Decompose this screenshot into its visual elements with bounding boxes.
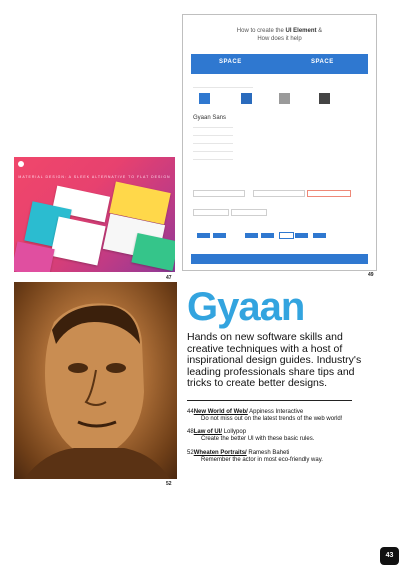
- toc-page: 48: [187, 429, 194, 435]
- swatch-blue: [199, 93, 210, 104]
- poster-title: MATERIAL DESIGN: A SLEEK ALTERNATIVE TO FLAT DESIGN: [18, 175, 171, 179]
- ui-guide-field: [253, 190, 305, 197]
- page-number-52: 52: [166, 481, 172, 487]
- swatch-gray: [279, 93, 290, 104]
- poster-logo: [18, 161, 24, 167]
- ui-guide-button: [213, 233, 226, 238]
- swatch-black: [319, 93, 330, 104]
- material-poster-image: [14, 157, 175, 272]
- ui-guide-field: [193, 209, 229, 216]
- toc-title: New World of Web/: [193, 409, 248, 415]
- ui-guide-field: [193, 190, 245, 197]
- toc-description: Remember the actor in most eco-friendly way.: [201, 457, 323, 463]
- toc-page: 52: [187, 450, 194, 456]
- ui-guide-button: [295, 233, 308, 238]
- ui-guide-title-line2: How does it help: [257, 36, 302, 42]
- ui-guide-button-outline: [279, 232, 294, 239]
- toc-description: Create the better UI with these basic rules.: [201, 436, 315, 442]
- page-number-47: 47: [166, 275, 172, 281]
- wheaten-portrait-image: [14, 282, 177, 479]
- section-intro: Hands on new software skills and creative techniques with a host of inspirational design guides. Industry's leading professionals share tips and tricks to create better designs.: [187, 331, 362, 389]
- ui-guide-title-bold: UI Element: [285, 28, 317, 34]
- ui-guide-button: [197, 233, 210, 238]
- ui-guide-line: [193, 159, 233, 160]
- poster-card: [131, 233, 175, 271]
- ui-guide-footer: [191, 254, 368, 264]
- ui-guide-line: [193, 87, 253, 88]
- ui-guide-heading: Gyaan Sans: [193, 115, 227, 121]
- page-number-badge: 43: [380, 547, 399, 565]
- ui-guide-title-pre: How to create the: [236, 28, 286, 34]
- section-brand-title: Gyaan: [187, 285, 305, 329]
- ui-guide-field: [231, 209, 267, 216]
- poster-card: [50, 216, 105, 265]
- poster-card: [14, 241, 55, 272]
- ui-guide-logo-left: SPACE: [219, 59, 242, 65]
- ui-guide-button: [261, 233, 274, 238]
- toc-title: Wheaten Portraits/: [193, 450, 247, 456]
- toc-entry[interactable]: [187, 409, 342, 423]
- page-number-49: 49: [368, 272, 374, 278]
- ui-guide-line: [193, 151, 233, 152]
- toc-entry[interactable]: [187, 429, 314, 443]
- toc-author: Lollypop: [222, 429, 247, 435]
- ui-guide-brand-bar: [191, 54, 368, 74]
- ui-guide-line: [193, 127, 233, 128]
- ui-guide-line: [193, 143, 233, 144]
- ui-guide-title: [183, 27, 376, 43]
- ui-guide-field-error: [307, 190, 351, 197]
- toc-title: Law of UI/: [193, 429, 223, 435]
- ui-guide-image: [182, 14, 377, 271]
- toc-author: Ramesh Baheti: [246, 450, 290, 456]
- ui-guide-logo-right: SPACE: [311, 59, 334, 65]
- toc-description: Do not miss out on the latest trends of the web world!: [201, 416, 343, 422]
- ui-guide-button: [245, 233, 258, 238]
- ui-guide-line: [193, 135, 233, 136]
- toc-author: Appiness Interactive: [247, 409, 304, 415]
- toc-page: 44: [187, 409, 194, 415]
- toc-entry[interactable]: [187, 450, 323, 464]
- ui-guide-button: [313, 233, 326, 238]
- portrait-face-illustration: [14, 282, 177, 479]
- swatch-blue-dark: [241, 93, 252, 104]
- ui-guide-title-post: &: [316, 28, 323, 34]
- divider: [187, 400, 352, 401]
